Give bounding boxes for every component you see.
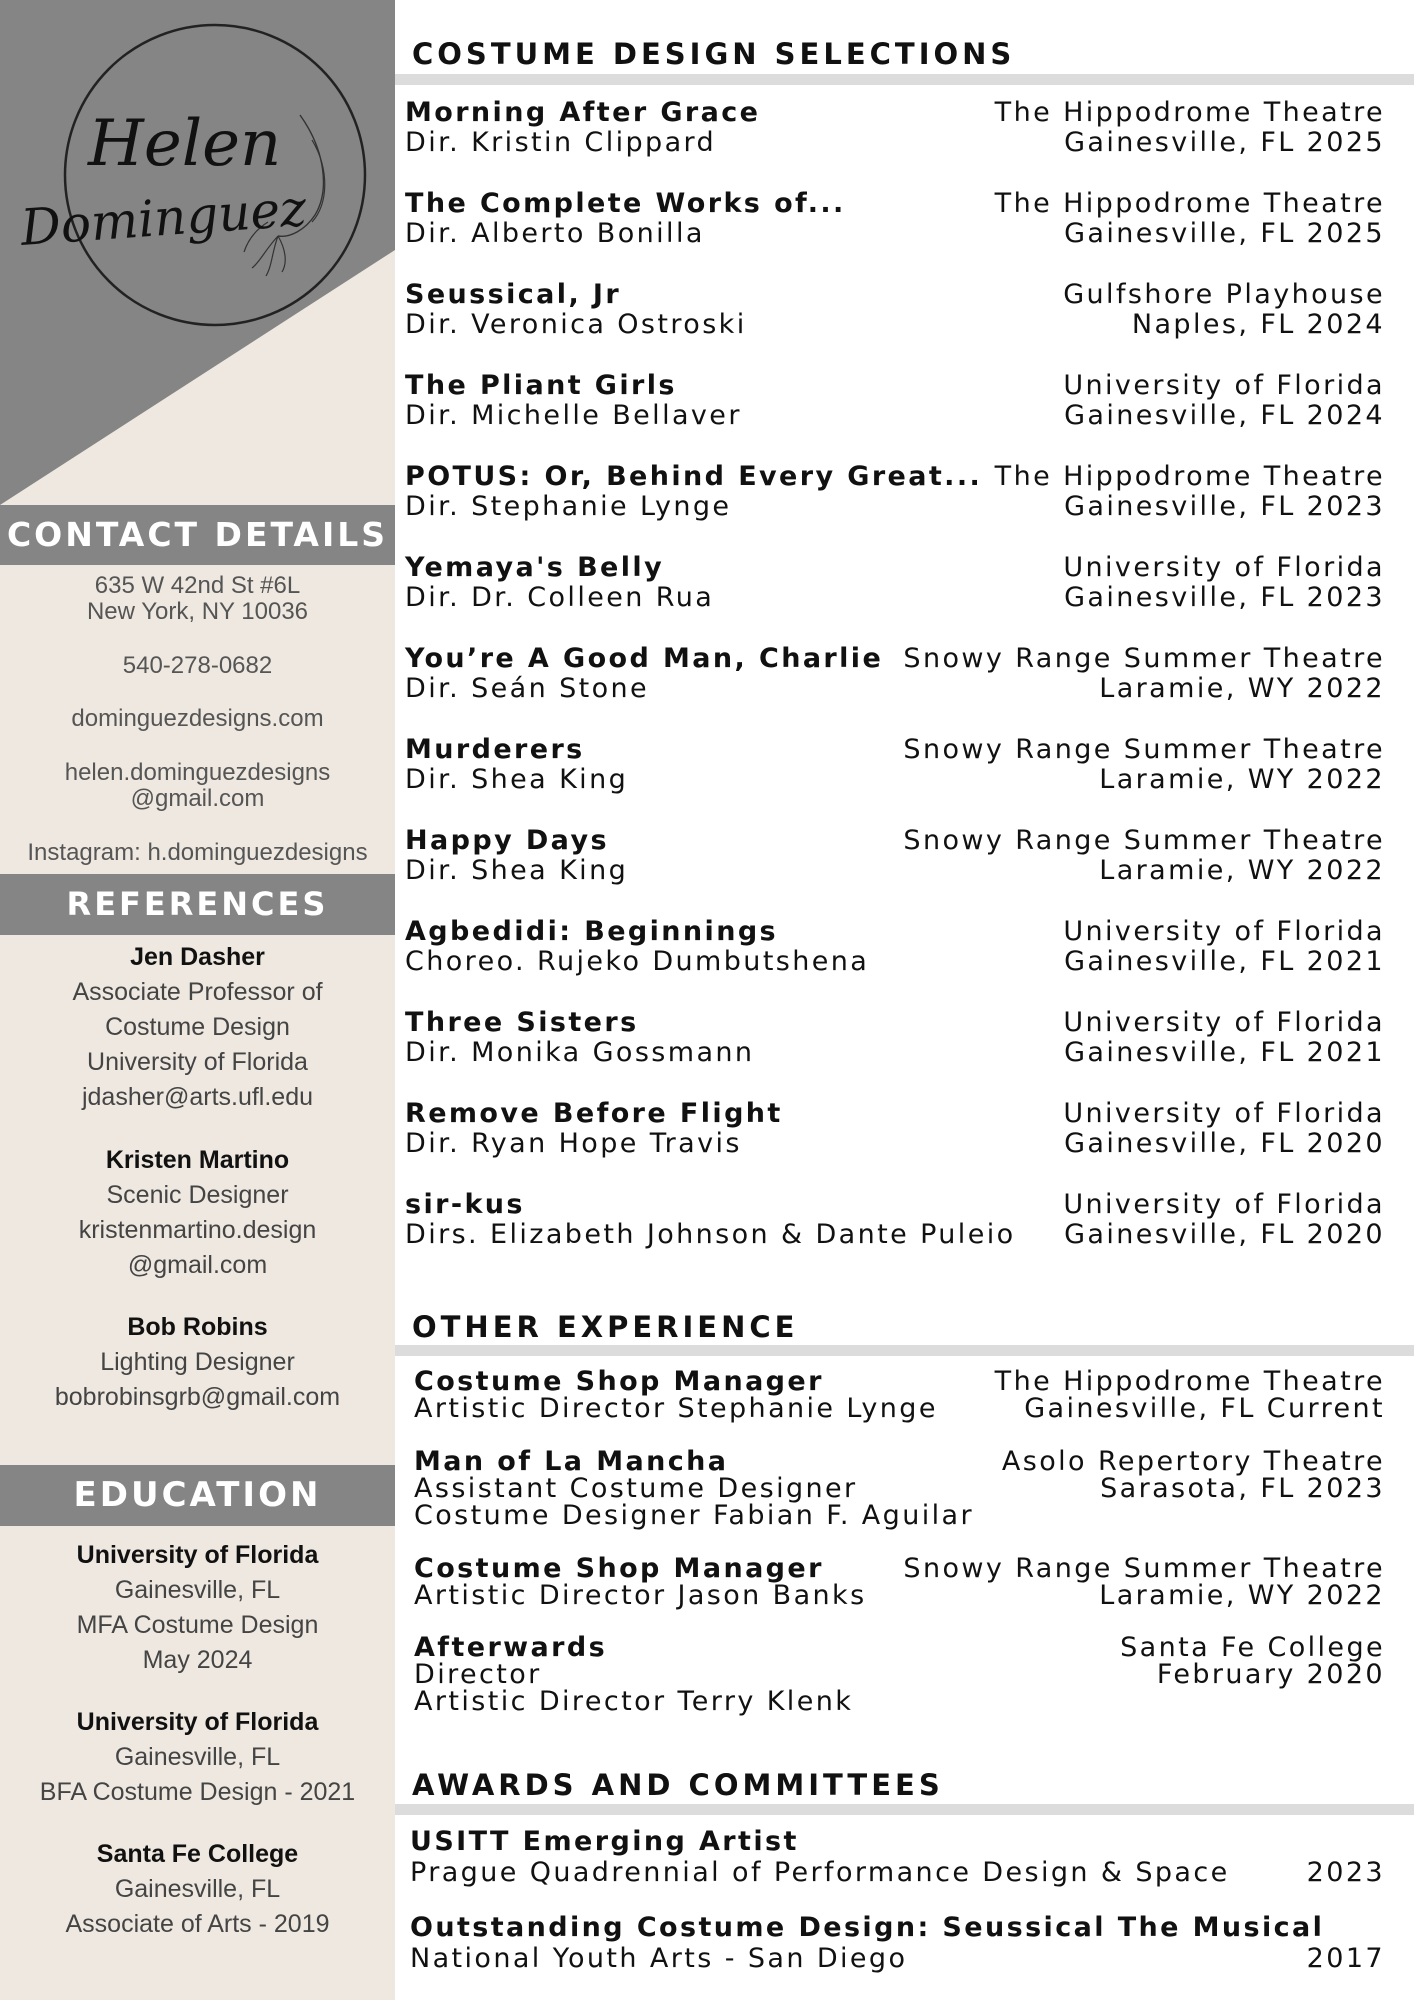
education-line: Gainesville, FL — [114, 1743, 281, 1771]
production-place: Gainesville, FL 2023 — [1064, 582, 1385, 613]
production-venue: University of Florida — [1063, 916, 1385, 947]
reference-line: Scenic Designer — [106, 1181, 289, 1209]
production-director: Dir. Dr. Colleen Rua — [405, 582, 715, 613]
experience-place: Laramie, WY 2022 — [1099, 1580, 1385, 1611]
experience-place: Gainesville, FL Current — [1024, 1393, 1385, 1424]
logo-helen: Helen — [88, 107, 282, 181]
production-title: You’re A Good Man, Charlie — [405, 643, 884, 674]
references-heading: REFERENCES — [0, 874, 395, 935]
production-director: Dir. Shea King — [405, 855, 629, 886]
experience-detail: Director — [414, 1659, 542, 1690]
logo-area — [0, 0, 395, 505]
production-place: Laramie, WY 2022 — [1099, 855, 1385, 886]
experience-venue: The Hippodrome Theatre — [994, 1366, 1385, 1397]
award-year: 2023 — [1306, 1857, 1385, 1888]
contact-heading: CONTACT DETAILS — [0, 505, 395, 565]
production-place: Gainesville, FL 2024 — [1064, 400, 1385, 431]
education-line: BFA Costume Design - 2021 — [39, 1778, 356, 1806]
production-director: Dir. Shea King — [405, 764, 629, 795]
production-venue: Snowy Range Summer Theatre — [903, 643, 1385, 674]
production-director: Dir. Veronica Ostroski — [405, 309, 747, 340]
reference-email[interactable]: bobrobinsgrb@gmail.com — [54, 1383, 341, 1411]
production-venue: Snowy Range Summer Theatre — [903, 734, 1385, 765]
production-place: Gainesville, FL 2021 — [1064, 946, 1385, 977]
section-divider — [395, 1804, 1414, 1815]
production-venue: Snowy Range Summer Theatre — [903, 825, 1385, 856]
education-line: May 2024 — [142, 1646, 253, 1674]
education-school: University of Florida — [76, 1708, 319, 1736]
award-detail: National Youth Arts - San Diego — [410, 1943, 908, 1974]
production-place: Gainesville, FL 2025 — [1064, 218, 1385, 249]
production-title: Seussical, Jr — [405, 279, 622, 310]
production-director: Dir. Kristin Clippard — [405, 127, 717, 158]
education-school: Santa Fe College — [96, 1840, 299, 1868]
production-title: The Pliant Girls — [405, 370, 677, 401]
production-venue: University of Florida — [1063, 1098, 1385, 1129]
reference-item — [0, 1143, 395, 1283]
production-title: Agbedidi: Beginnings — [405, 916, 779, 947]
experience-place: February 2020 — [1156, 1659, 1385, 1690]
reference-email[interactable]: kristenmartino.design — [78, 1216, 317, 1244]
sidebar — [0, 0, 395, 2000]
reference-line: Associate Professor of — [72, 978, 323, 1006]
production-place: Gainesville, FL 2020 — [1064, 1219, 1385, 1250]
experience-title: Afterwards — [414, 1632, 608, 1663]
production-place: Gainesville, FL 2023 — [1064, 491, 1385, 522]
education-item — [0, 1705, 395, 1810]
production-venue: The Hippodrome Theatre — [994, 188, 1385, 219]
production-place: Naples, FL 2024 — [1131, 309, 1385, 340]
education-line: MFA Costume Design — [76, 1611, 319, 1639]
production-venue: The Hippodrome Theatre — [994, 97, 1385, 128]
production-place: Gainesville, FL 2020 — [1064, 1128, 1385, 1159]
contact-email-line2[interactable]: @gmail.com — [130, 785, 265, 812]
reference-email[interactable]: @gmail.com — [127, 1251, 268, 1279]
education-heading: EDUCATION — [0, 1465, 395, 1526]
award-title: Outstanding Costume Design: Seussical The Musical — [410, 1912, 1325, 1943]
production-title: The Complete Works of... — [405, 188, 846, 219]
production-title: Three Sisters — [405, 1007, 639, 1038]
experience-place: Sarasota, FL 2023 — [1100, 1473, 1385, 1504]
production-director: Dir. Monika Gossmann — [405, 1037, 755, 1068]
production-title: Murderers — [405, 734, 585, 765]
reference-line: Lighting Designer — [100, 1348, 295, 1376]
production-title: POTUS: Or, Behind Every Great... — [405, 461, 983, 492]
production-venue: University of Florida — [1063, 370, 1385, 401]
production-director: Choreo. Rujeko Dumbutshena — [405, 946, 870, 977]
contact-instagram[interactable]: Instagram: h.dominguezdesigns — [27, 839, 368, 866]
award-title: USITT Emerging Artist — [410, 1826, 799, 1857]
production-director: Dirs. Elizabeth Johnson & Dante Puleio — [405, 1219, 1016, 1250]
production-venue: University of Florida — [1063, 1007, 1385, 1038]
experience-detail: Assistant Costume Designer — [414, 1473, 858, 1504]
production-director: Dir. Ryan Hope Travis — [405, 1128, 742, 1159]
logo-dominguez: Dominguez — [18, 179, 309, 257]
contact-address-line1: 635 W 42nd St #6L — [94, 572, 301, 599]
production-place: Gainesville, FL 2021 — [1064, 1037, 1385, 1068]
reference-item — [0, 940, 395, 1115]
section-divider — [395, 1345, 1414, 1356]
production-title: sir-kus — [405, 1189, 525, 1220]
experience-detail: Artistic Director Jason Banks — [414, 1580, 867, 1611]
production-title: Yemaya's Belly — [405, 552, 665, 583]
reference-name: Jen Dasher — [130, 943, 265, 971]
production-title: Happy Days — [405, 825, 609, 856]
production-venue: University of Florida — [1063, 1189, 1385, 1220]
production-place: Gainesville, FL 2025 — [1064, 127, 1385, 158]
award-detail: Prague Quadrennial of Performance Design & Space — [410, 1857, 1230, 1888]
production-director: Dir. Stephanie Lynge — [405, 491, 732, 522]
logo-graphic — [0, 0, 395, 505]
production-director: Dir. Michelle Bellaver — [405, 400, 742, 431]
reference-item — [0, 1310, 395, 1415]
contact-address-line2: New York, NY 10036 — [86, 598, 309, 625]
reference-name: Bob Robins — [127, 1313, 268, 1341]
awards-heading: AWARDS AND COMMITTEES — [412, 1768, 944, 1802]
production-director: Dir. Seán Stone — [405, 673, 650, 704]
contact-phone: 540-278-0682 — [122, 652, 273, 679]
reference-line: Costume Design — [105, 1013, 290, 1041]
production-director: Dir. Alberto Bonilla — [405, 218, 705, 249]
production-title: Morning After Grace — [405, 97, 761, 128]
experience-title: Costume Shop Manager — [414, 1553, 824, 1584]
section-divider — [395, 74, 1414, 85]
experience-detail: Artistic Director Stephanie Lynge — [414, 1393, 938, 1424]
experience-venue: Snowy Range Summer Theatre — [903, 1553, 1385, 1584]
education-line: Associate of Arts - 2019 — [65, 1910, 330, 1938]
experience-title: Man of La Mancha — [414, 1446, 729, 1477]
experience-detail: Costume Designer Fabian F. Aguilar — [414, 1500, 974, 1531]
reference-name: Kristen Martino — [105, 1146, 290, 1174]
experience-detail: Artistic Director Terry Klenk — [414, 1686, 854, 1717]
education-school: University of Florida — [76, 1541, 319, 1569]
reference-line: University of Florida — [87, 1048, 308, 1076]
contact-email-line1[interactable]: helen.dominguezdesigns — [64, 759, 331, 786]
education-item — [0, 1837, 395, 1942]
costume-heading: COSTUME DESIGN SELECTIONS — [412, 37, 1016, 71]
experience-title: Costume Shop Manager — [414, 1366, 824, 1397]
production-title: Remove Before Flight — [405, 1098, 783, 1129]
education-line: Gainesville, FL — [114, 1576, 281, 1604]
reference-email[interactable]: jdasher@arts.ufl.edu — [81, 1083, 314, 1111]
experience-venue: Santa Fe College — [1120, 1632, 1385, 1663]
other-experience-heading: OTHER EXPERIENCE — [412, 1310, 799, 1344]
award-year: 2017 — [1306, 1943, 1385, 1974]
production-place: Laramie, WY 2022 — [1099, 673, 1385, 704]
education-item — [0, 1538, 395, 1678]
production-venue: University of Florida — [1063, 552, 1385, 583]
experience-venue: Asolo Repertory Theatre — [1001, 1446, 1385, 1477]
production-venue: Gulfshore Playhouse — [1063, 279, 1385, 310]
production-venue: The Hippodrome Theatre — [994, 461, 1385, 492]
education-line: Gainesville, FL — [114, 1875, 281, 1903]
production-place: Laramie, WY 2022 — [1099, 764, 1385, 795]
contact-website[interactable]: dominguezdesigns.com — [71, 705, 324, 732]
